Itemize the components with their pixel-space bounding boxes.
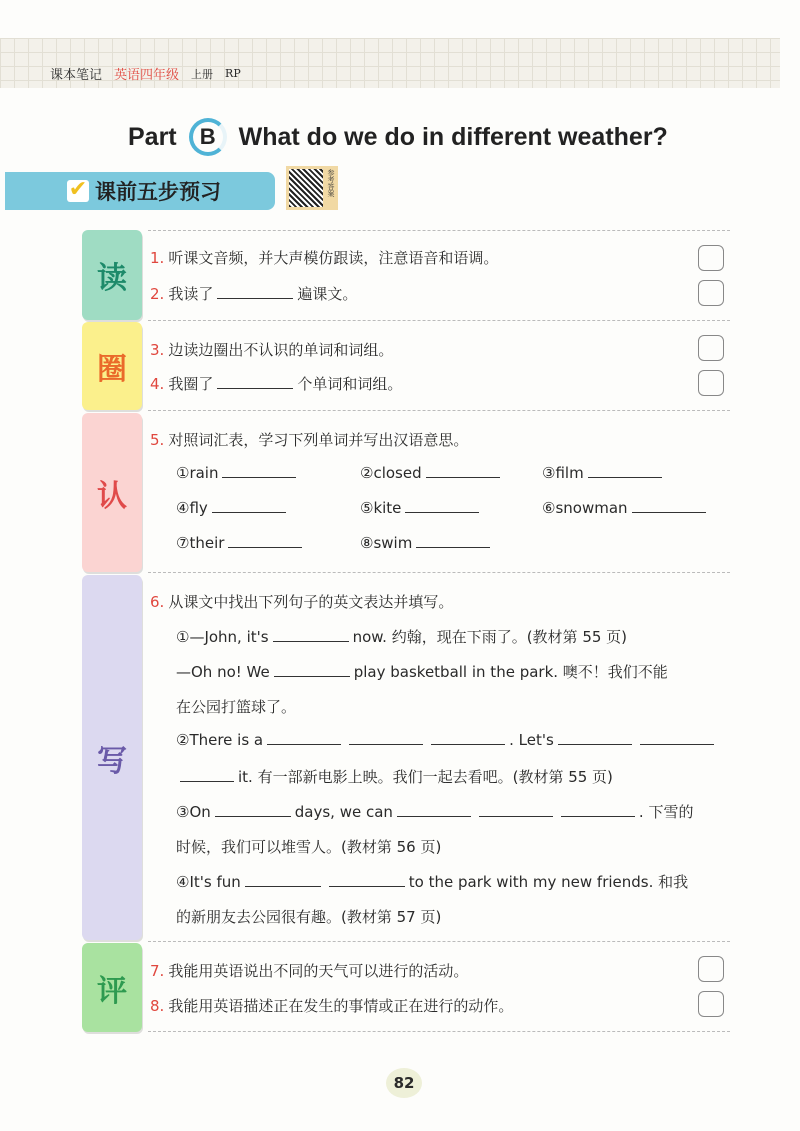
answer-blank[interactable]: [180, 768, 234, 782]
text: 的新朋友去公园很有趣。(教材第 57 页): [176, 908, 442, 926]
text: . 下雪的: [638, 803, 694, 821]
vocab-item: [176, 499, 290, 517]
answer-blank[interactable]: [228, 534, 302, 548]
line-s2b: [176, 766, 613, 787]
question-number: 1.: [150, 249, 165, 267]
text: 遍课文。: [297, 285, 358, 303]
part-letter-badge: B: [189, 118, 227, 156]
answer-blank[interactable]: [245, 873, 321, 887]
section-banner: [5, 172, 275, 210]
line-s2a: [176, 731, 718, 749]
checkbox[interactable]: [698, 335, 724, 361]
question-number: 8.: [150, 997, 165, 1015]
text: ③On: [176, 803, 211, 821]
edition: RP: [225, 67, 241, 80]
answer-blank[interactable]: [267, 731, 341, 745]
page-title: [128, 118, 668, 156]
text: . Let's: [509, 731, 554, 749]
answer-blank[interactable]: [397, 803, 471, 817]
qr-code[interactable]: [286, 166, 338, 210]
text: it. 有一部新电影上映。我们一起去看吧。(教材第 55 页): [238, 768, 613, 786]
line-s1c: [176, 696, 296, 717]
line-s3a: [176, 801, 693, 822]
line-s1b: [176, 661, 668, 682]
line-q4: [150, 373, 402, 394]
text: 个单词和词组。: [297, 375, 403, 393]
vocab-item: [360, 534, 494, 552]
question-number: 4.: [150, 375, 165, 393]
divider: [148, 410, 730, 411]
text: 我读了: [168, 285, 214, 303]
text: 听课文音频，并大声模仿跟读，注意语音和语调。: [168, 249, 499, 267]
text: 在公园打篮球了。: [176, 698, 297, 716]
text: to the park with my new friends. 和我: [408, 873, 689, 891]
subject: 英语四年级: [114, 68, 180, 83]
section-label-read: 读: [82, 230, 142, 320]
question-number: 3.: [150, 341, 165, 359]
answer-blank[interactable]: [217, 375, 293, 389]
answer-blank[interactable]: [212, 499, 286, 513]
answer-blank[interactable]: [632, 499, 706, 513]
vocab-word: ⑥snowman: [542, 499, 628, 517]
checkbox[interactable]: [698, 245, 724, 271]
text: ④It's fun: [176, 873, 241, 891]
answer-blank[interactable]: [217, 285, 293, 299]
page-number: 82: [386, 1068, 422, 1098]
line-s1a: [176, 626, 627, 647]
text: 我圈了: [168, 375, 214, 393]
question-number: 2.: [150, 285, 165, 303]
answer-blank[interactable]: [273, 628, 349, 642]
answer-blank[interactable]: [416, 534, 490, 548]
banner-label: 课前五步预习: [95, 180, 221, 204]
line-s3b: [176, 836, 441, 857]
vocab-word: ④fly: [176, 499, 208, 517]
line-q8: [150, 995, 513, 1016]
answer-blank[interactable]: [640, 731, 714, 745]
line-s4b: [176, 906, 441, 927]
vocab-item: [542, 499, 710, 517]
book-name: 课本笔记: [50, 68, 103, 83]
answer-blank[interactable]: [479, 803, 553, 817]
answer-blank[interactable]: [349, 731, 423, 745]
vocab-item: [542, 464, 666, 482]
text: days, we can: [294, 803, 393, 821]
checkmark-icon: ✔: [68, 177, 88, 202]
text: 从课文中找出下列句子的英文表达并填写。: [168, 593, 454, 611]
vocab-item: [360, 499, 483, 517]
question-number: 6.: [150, 593, 165, 611]
text: 对照词汇表，学习下列单词并写出汉语意思。: [168, 431, 469, 449]
running-header: [50, 64, 241, 83]
text: 时候，我们可以堆雪人。(教材第 56 页): [176, 838, 442, 856]
text: —Oh no! We: [176, 663, 270, 681]
vocab-word: ⑦their: [176, 534, 225, 552]
vocab-word: ③film: [542, 464, 584, 482]
checkbox[interactable]: [698, 991, 724, 1017]
section-label-write: 写: [82, 575, 142, 940]
answer-blank[interactable]: [329, 873, 405, 887]
line-q2: [150, 283, 357, 304]
line-q5: [150, 429, 468, 450]
vocab-item: [360, 464, 504, 482]
title-question: What do we do in different weather?: [238, 122, 668, 151]
section-label-evaluate: 评: [82, 943, 142, 1032]
text: 我能用英语说出不同的天气可以进行的活动。: [168, 962, 469, 980]
question-number: 7.: [150, 962, 165, 980]
checkbox[interactable]: [698, 956, 724, 982]
divider: [148, 941, 730, 942]
qr-code-icon: [289, 169, 323, 207]
vocab-item: [176, 464, 300, 482]
divider: [148, 320, 730, 321]
line-q7: [150, 960, 468, 981]
text: play basketball in the park. 噢不！我们不能: [353, 663, 668, 681]
line-s4a: [176, 871, 688, 892]
answer-blank[interactable]: [215, 803, 291, 817]
vocab-item: [176, 534, 306, 552]
text: 我能用英语描述正在发生的事情或正在进行的动作。: [168, 997, 514, 1015]
answer-blank[interactable]: [558, 731, 632, 745]
section-label-circle: 圈: [82, 322, 142, 410]
text: ①—John, it's: [176, 628, 269, 646]
answer-blank[interactable]: [561, 803, 635, 817]
vocab-word: ②closed: [360, 464, 422, 482]
divider: [148, 1031, 730, 1032]
vocab-word: ⑧swim: [360, 534, 413, 552]
answer-blank[interactable]: [274, 663, 350, 677]
text: now. 约翰，现在下雨了。(教材第 55 页): [352, 628, 628, 646]
answer-blank[interactable]: [405, 499, 479, 513]
answer-blank[interactable]: [431, 731, 505, 745]
text: ②There is a: [176, 731, 264, 749]
answer-blank[interactable]: [588, 464, 662, 478]
text: 边读边圈出不认识的单词和词组。: [168, 341, 394, 359]
volume: 上册: [191, 67, 214, 81]
answer-blank[interactable]: [222, 464, 296, 478]
checkbox[interactable]: [698, 370, 724, 396]
divider: [148, 230, 730, 231]
checkbox[interactable]: [698, 280, 724, 306]
answer-blank[interactable]: [426, 464, 500, 478]
line-q3: [150, 339, 393, 360]
section-label-know: 认: [82, 413, 142, 572]
line-q6: [150, 591, 453, 612]
title-part: Part: [128, 122, 177, 151]
line-q1: [150, 247, 498, 268]
vocab-word: ①rain: [176, 464, 219, 482]
qr-label: 参考答案: [327, 169, 335, 197]
divider: [148, 572, 730, 573]
vocab-word: ⑤kite: [360, 499, 402, 517]
question-number: 5.: [150, 431, 165, 449]
